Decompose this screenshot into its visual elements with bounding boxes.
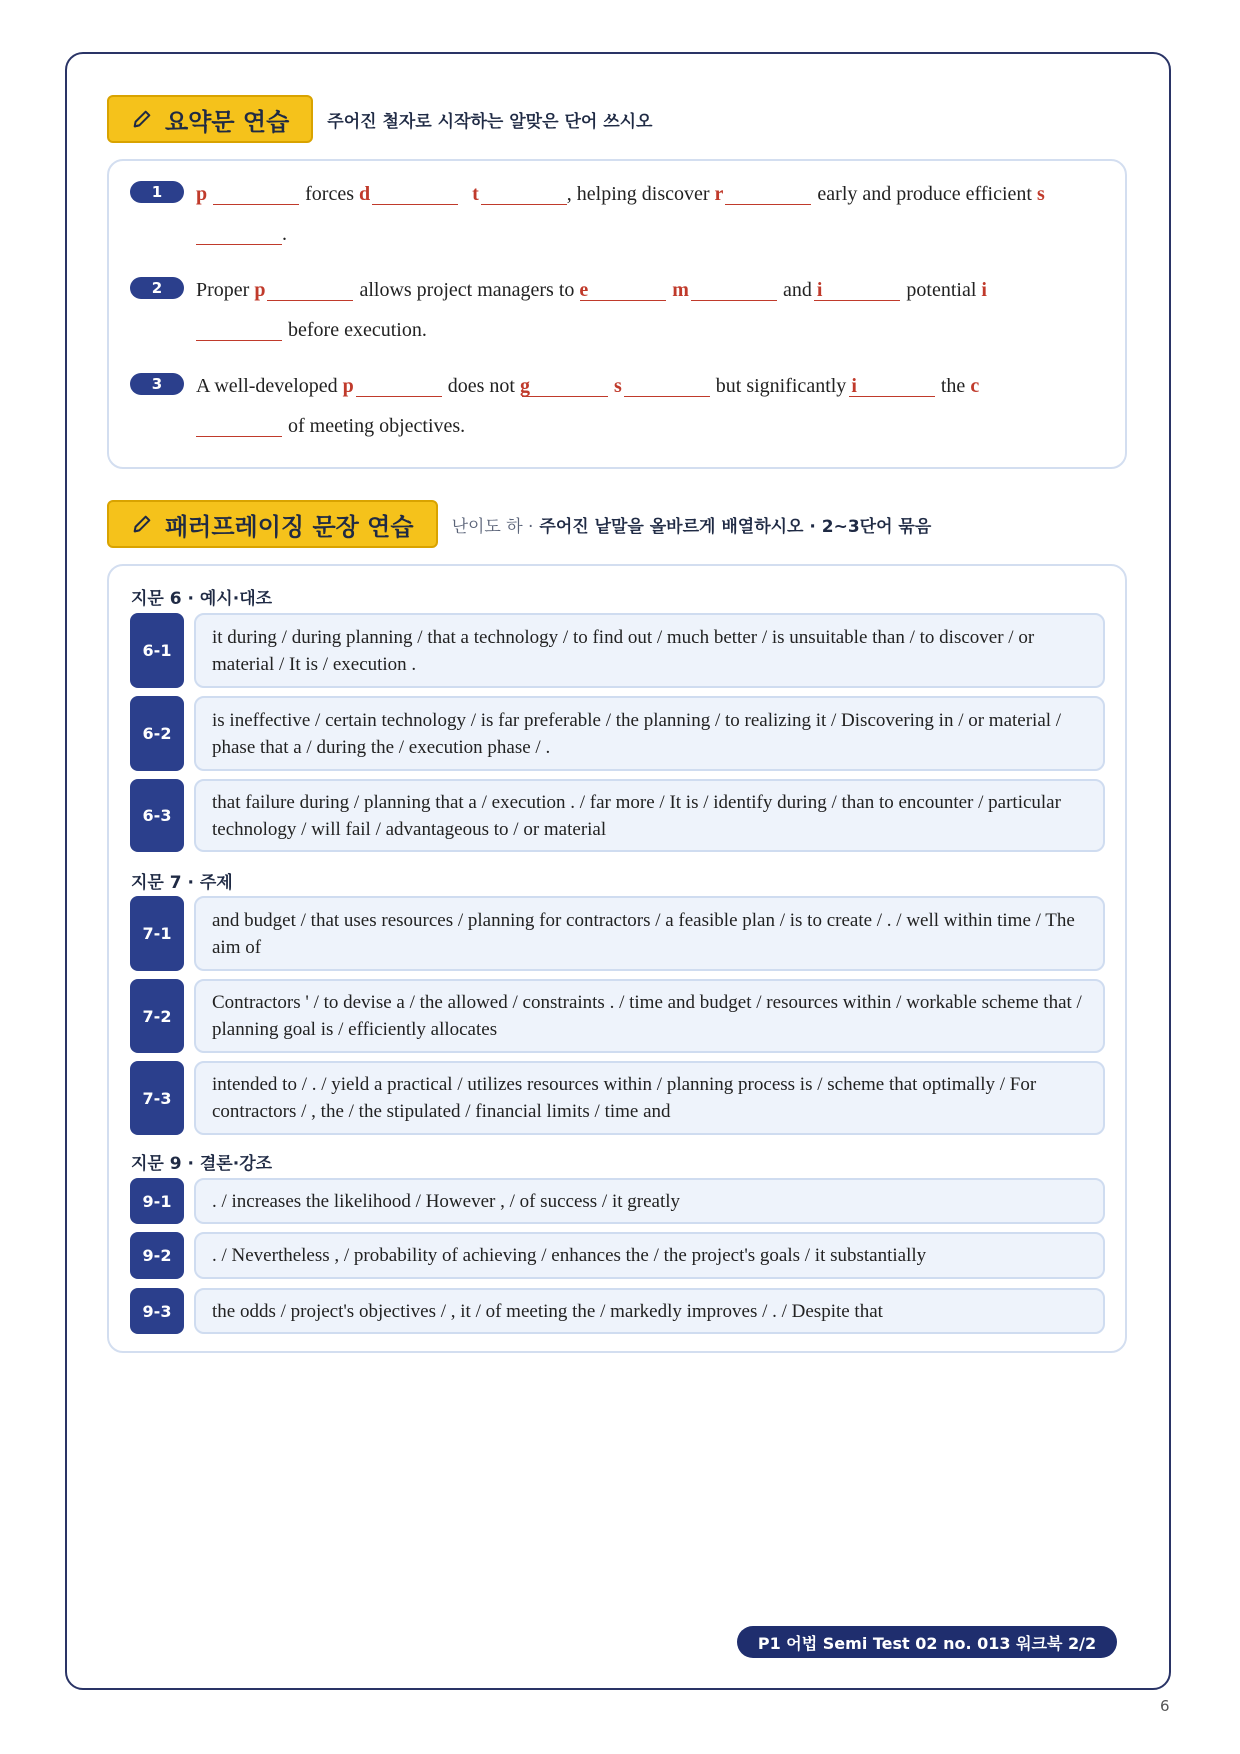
summary-line — [196, 366, 979, 406]
hint-letter: p — [196, 183, 208, 205]
row-number: 7-2 — [130, 979, 184, 1053]
row-text: and budget / that uses resources / planning for contractors / a feasible plan / is to create / . / well within time / The aim of — [194, 896, 1105, 971]
answer-blank[interactable] — [849, 366, 935, 397]
summary-text: of meeting objectives. — [288, 415, 466, 437]
summary-number: 2 — [130, 277, 184, 299]
hint-letter: r — [714, 183, 724, 205]
hint-letter: m — [672, 279, 689, 301]
summary-text: and — [782, 279, 812, 301]
summary-line — [196, 406, 465, 446]
row-number: 9-1 — [130, 1178, 184, 1224]
hint-letter: i — [851, 375, 857, 397]
answer-blank[interactable] — [814, 270, 900, 301]
row-number: 7-3 — [130, 1061, 184, 1135]
paraphrase-row — [130, 1232, 1105, 1279]
hint-letter: e — [579, 279, 589, 301]
paraphrase-row — [130, 613, 1105, 688]
hint-letter: p — [254, 279, 266, 301]
summary-line — [196, 174, 1045, 214]
row-text: that failure during / planning that a / execution . / far more / It is / identify during / than to encounter / particular technology / will fail / advantageous to / or material — [194, 779, 1105, 852]
row-number: 9-3 — [130, 1288, 184, 1334]
row-text: . / Nevertheless , / probability of achieving / enhances the / the project's goals / it substantially — [194, 1232, 1105, 1279]
summary-number: 1 — [130, 181, 184, 203]
summary-text: , helping discover — [566, 183, 710, 205]
paraphrase-row — [130, 1061, 1105, 1135]
answer-blank[interactable] — [196, 406, 282, 437]
row-number: 6-1 — [130, 613, 184, 688]
answer-blank[interactable] — [725, 174, 811, 205]
row-text: . / increases the likelihood / However , / of success / it greatly — [194, 1178, 1105, 1224]
hint-letter: g — [519, 375, 530, 397]
paraphrase-instruction — [452, 512, 932, 537]
summary-section-header — [107, 95, 652, 143]
answer-blank[interactable] — [580, 270, 666, 301]
summary-text: the — [940, 375, 966, 397]
row-number: 7-1 — [130, 896, 184, 971]
answer-blank[interactable] — [356, 366, 442, 397]
summary-number: 3 — [130, 373, 184, 395]
summary-tab — [107, 95, 313, 143]
hint-letter: d — [358, 183, 371, 205]
row-text: the odds / project's objectives / , it / of meeting the / markedly improves / . / Despite that — [194, 1288, 1105, 1334]
group-label: 지문 7 · 주제 — [131, 873, 233, 893]
paraphrase-row — [130, 1178, 1105, 1224]
paraphrase-title: 패러프레이징 문장 연습 — [165, 512, 414, 541]
summary-line — [196, 310, 427, 350]
pencil-icon — [131, 513, 153, 535]
row-number: 6-2 — [130, 696, 184, 771]
answer-blank[interactable] — [481, 174, 567, 205]
paraphrase-tab — [107, 500, 438, 548]
hint-letter: i — [981, 279, 987, 301]
hint-letter: s — [1036, 183, 1045, 205]
summary-text: Proper — [196, 279, 250, 301]
summary-line — [196, 270, 987, 310]
summary-instruction: 주어진 철자로 시작하는 알맞은 단어 쓰시오 — [327, 111, 653, 132]
summary-text: forces — [305, 183, 354, 205]
summary-text: . — [282, 223, 287, 245]
hint-letter: i — [816, 279, 823, 301]
row-text: it during / during planning / that a technology / to find out / much better / is unsuitable than / to discover / or material / It is / execution . — [194, 613, 1105, 688]
group-label: 지문 9 · 결론·강조 — [131, 1154, 273, 1174]
hint-letter: c — [970, 375, 980, 397]
paraphrase-row — [130, 779, 1105, 852]
summary-text: potential — [906, 279, 977, 301]
answer-blank[interactable] — [267, 270, 353, 301]
hint-letter: s — [613, 375, 622, 397]
summary-text: does not — [447, 375, 515, 397]
pencil-icon — [131, 108, 153, 130]
answer-blank[interactable] — [522, 366, 608, 397]
summary-text: before execution. — [288, 319, 427, 341]
row-number: 9-2 — [130, 1232, 184, 1279]
answer-blank[interactable] — [372, 174, 458, 205]
summary-title: 요약문 연습 — [165, 107, 290, 136]
page-number: 6 — [1160, 1697, 1170, 1715]
summary-text: A well-developed — [196, 375, 338, 397]
answer-blank[interactable] — [691, 270, 777, 301]
paraphrase-row — [130, 1288, 1105, 1334]
row-text: is ineffective / certain technology / is far preferable / the planning / to realizing it / Discovering in / or material / phase that a / during the / execution phase / . — [194, 696, 1105, 771]
paraphrase-row — [130, 979, 1105, 1053]
paraphrase-row — [130, 896, 1105, 971]
summary-line — [196, 214, 287, 254]
row-text: intended to / . / yield a practical / utilizes resources within / planning process is / scheme that optimally / For contractors / , the / the stipulated / financial limits / time and — [194, 1061, 1105, 1135]
answer-blank[interactable] — [196, 310, 282, 341]
difficulty-level: 난이도 하 · — [451, 516, 534, 537]
row-number: 6-3 — [130, 779, 184, 852]
answer-blank[interactable] — [213, 174, 299, 205]
summary-text: but significantly — [715, 375, 847, 397]
instruction-text: 주어진 낱말을 올바르게 배열하시오 · 2~3단어 묶음 — [539, 516, 932, 537]
group-label: 지문 6 · 예시·대조 — [131, 589, 273, 609]
hint-letter: p — [342, 375, 354, 397]
hint-letter: t — [472, 183, 479, 205]
paraphrase-section-header — [107, 500, 931, 548]
answer-blank[interactable] — [624, 366, 710, 397]
summary-text: allows project managers to — [359, 279, 575, 301]
footer-badge: P1 어법 Semi Test 02 no. 013 워크북 2/2 — [737, 1626, 1117, 1658]
answer-blank[interactable] — [196, 214, 282, 245]
row-text: Contractors ' / to devise a / the allowed / constraints . / time and budget / resources within / workable scheme that / planning goal is / efficiently allocates — [194, 979, 1105, 1053]
paraphrase-row — [130, 696, 1105, 771]
summary-text: early and produce efficient — [817, 183, 1032, 205]
